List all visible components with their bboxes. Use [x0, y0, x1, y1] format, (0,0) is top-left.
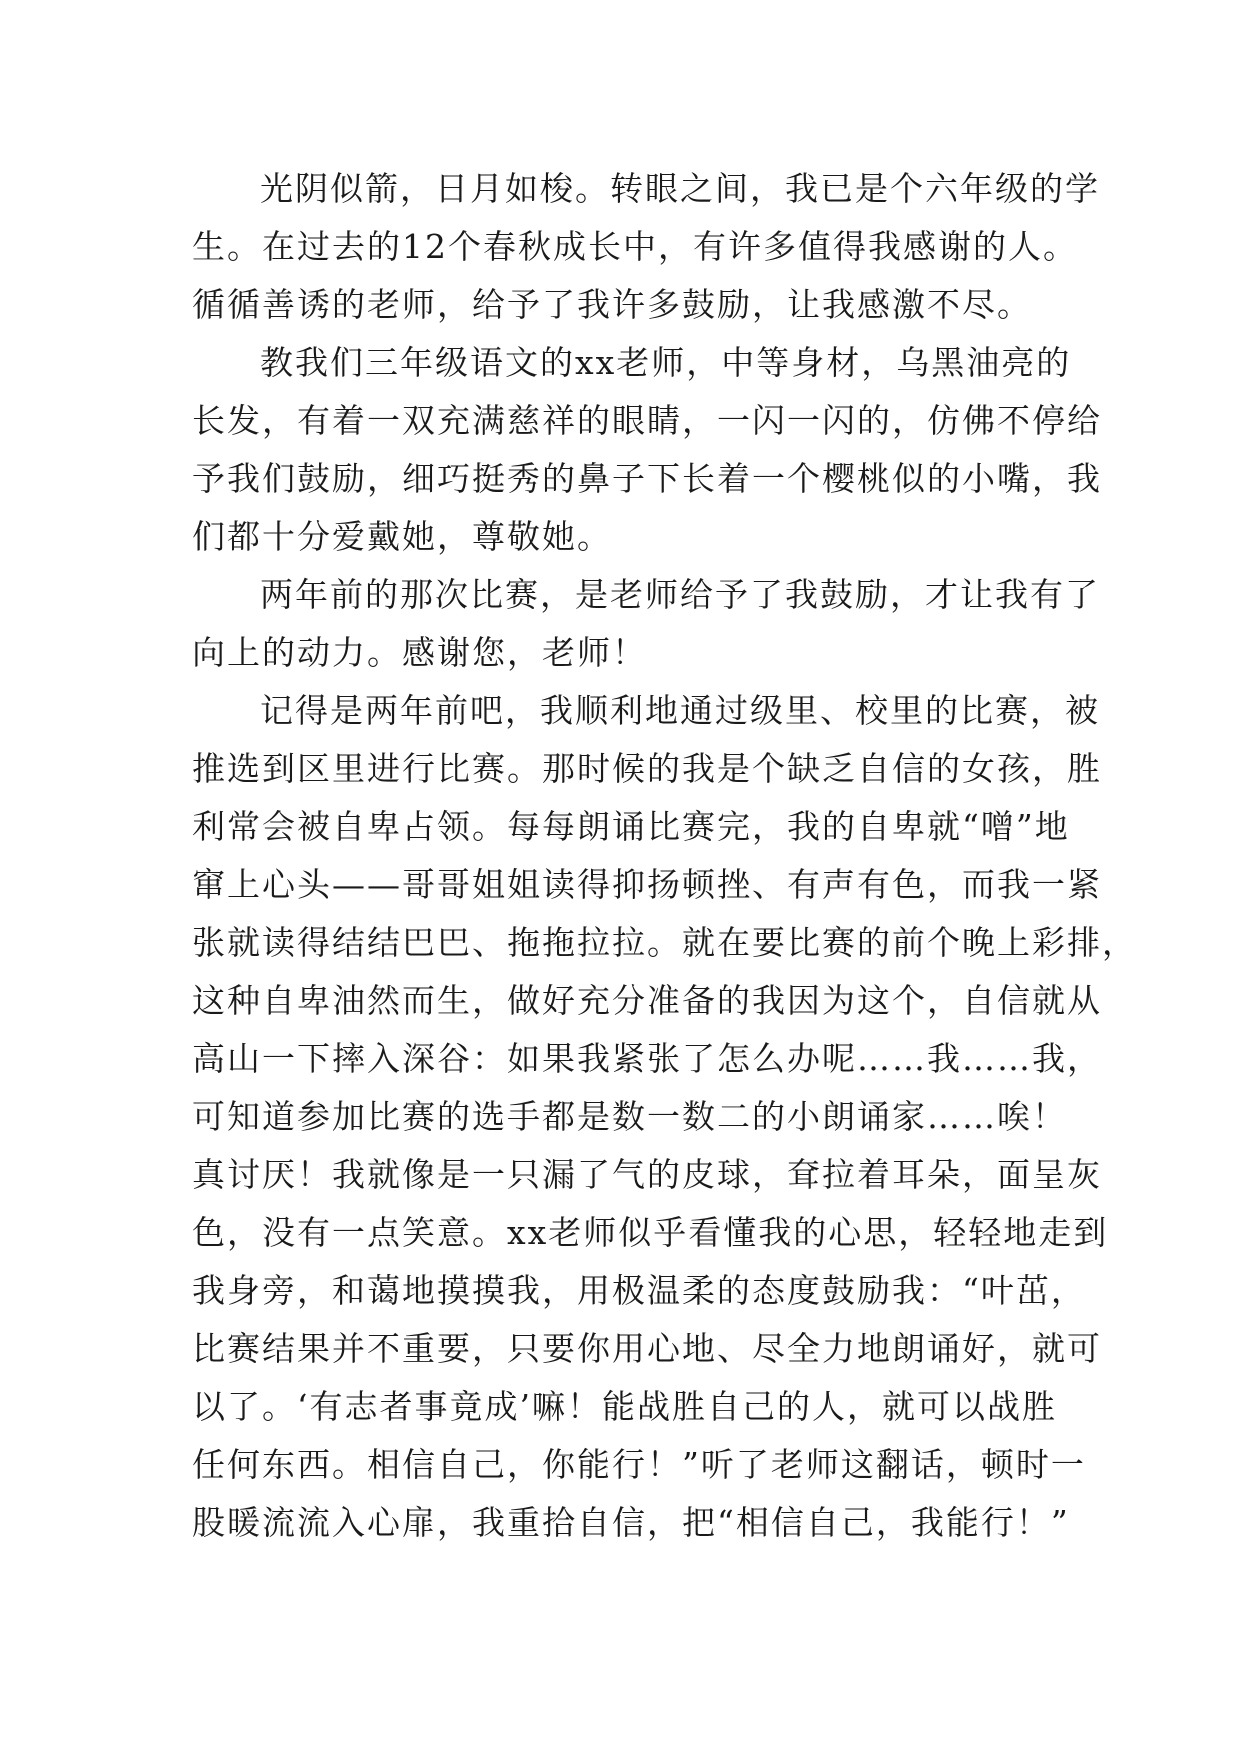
paragraph-4-line-8: 可知道参加比赛的选手都是数一数二的小朗诵家……唉！ — [192, 1097, 1067, 1136]
paragraph-4-line-11: 我身旁，和蔼地摸摸我，用极温柔的态度鼓励我：“叶茁， — [192, 1271, 1086, 1310]
paragraph-1-line-2: 生。在过去的12个春秋成长中，有许多值得我感谢的人。 — [192, 227, 1078, 266]
paragraph-1-line-3: 循循善诱的老师，给予了我许多鼓励，让我感激不尽。 — [192, 285, 1032, 324]
paragraph-2-line-4: 们都十分爱戴她，尊敬她。 — [192, 517, 612, 556]
paragraph-3-line-1: 两年前的那次比赛，是老师给予了我鼓励，才让我有了 — [260, 575, 1100, 614]
paragraph-4-line-9: 真讨厌！我就像是一只漏了气的皮球，耷拉着耳朵，面呈灰 — [192, 1155, 1102, 1194]
paragraph-4-line-7: 高山一下摔入深谷：如果我紧张了怎么办呢……我……我， — [192, 1039, 1102, 1078]
paragraph-4-line-6: 这种自卑油然而生，做好充分准备的我因为这个，自信就从 — [192, 981, 1102, 1020]
paragraph-4-line-13: 以了。‘有志者事竟成’嘛！能战胜自己的人，就可以战胜 — [192, 1387, 1057, 1426]
paragraph-4-line-3: 利常会被自卑占领。每每朗诵比赛完，我的自卑就“噌”地 — [192, 807, 1070, 846]
paragraph-2-line-3: 予我们鼓励，细巧挺秀的鼻子下长着一个樱桃似的小嘴，我 — [192, 459, 1102, 498]
paragraph-4-line-12: 比赛结果并不重要，只要你用心地、尽全力地朗诵好，就可 — [192, 1329, 1102, 1368]
paragraph-4-line-2: 推选到区里进行比赛。那时候的我是个缺乏自信的女孩，胜 — [192, 749, 1102, 788]
paragraph-4-line-10: 色，没有一点笑意。xx老师似乎看懂我的心思，轻轻地走到 — [192, 1213, 1109, 1252]
paragraph-2-line-1: 教我们三年级语文的xx老师，中等身材，乌黑油亮的 — [260, 343, 1072, 382]
paragraph-4-line-15: 股暖流流入心扉，我重拾自信，把“相信自己，我能行！” — [192, 1503, 1070, 1542]
essay-body — [192, 160, 1137, 1552]
paragraph-1-line-1: 光阴似箭，日月如梭。转眼之间，我已是个六年级的学 — [260, 169, 1100, 208]
paragraph-4-line-14: 任何东西。相信自己，你能行！”听了老师这翻话，顿时一 — [192, 1445, 1086, 1484]
paragraph-4-line-5: 张就读得结结巴巴、拖拖拉拉。就在要比赛的前个晚上彩排， — [192, 923, 1137, 962]
paragraph-3-line-2: 向上的动力。感谢您，老师！ — [192, 633, 647, 672]
paragraph-2-line-2: 长发，有着一双充满慈祥的眼睛，一闪一闪的，仿佛不停给 — [192, 401, 1102, 440]
paragraph-4-line-4: 窜上心头——哥哥姐姐读得抑扬顿挫、有声有色，而我一紧 — [192, 865, 1102, 904]
paragraph-4-line-1: 记得是两年前吧，我顺利地通过级里、校里的比赛，被 — [260, 691, 1100, 730]
